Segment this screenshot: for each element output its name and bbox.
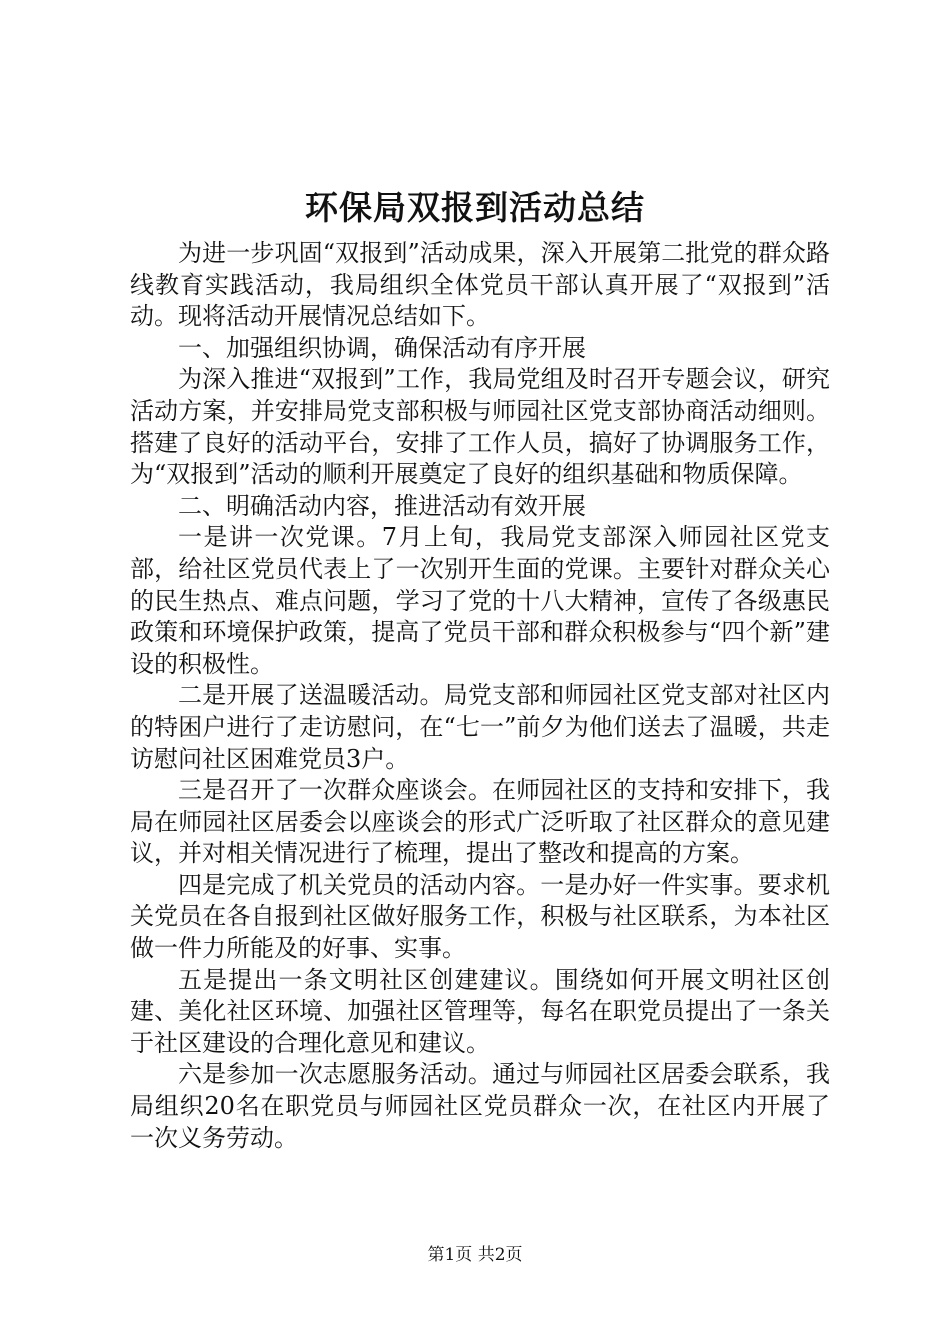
section-heading: 二、明确活动内容，推进活动有效开展 <box>178 491 586 520</box>
body-paragraph: 一是讲一次党课。7月上旬，我局党支部深入师园社区党支部，给社区党员代表上了一次别开生面的党课。主要针对群众关心的民生热点、难点问题，学习了党的十八大精神，宣传了各级惠民政策和环境保护政策，提高了党员干部和群众积极参与“四个新”建设的积极性。 <box>130 523 830 678</box>
body-paragraph: 五是提出一条文明社区创建建议。围绕如何开展文明社区创建、美化社区环境、加强社区管理等，每名在职党员提出了一条关于社区建设的合理化意见和建议。 <box>130 965 830 1057</box>
body-paragraph: 四是完成了机关党员的活动内容。一是办好一件实事。要求机关党员在各自报到社区做好服务工作，积极与社区联系，为本社区做一件力所能及的好事、实事。 <box>130 870 830 963</box>
body-paragraph: 为进一步巩固“双报到”活动成果，深入开展第二批党的群众路线教育实践活动，我局组织全体党员干部认真开展了“双报到”活动。现将活动开展情况总结如下。 <box>130 239 830 331</box>
document-body <box>130 238 830 1154</box>
document-title: 环保局双报到活动总结 <box>305 188 645 227</box>
body-paragraph: 六是参加一次志愿服务活动。通过与师园社区居委会联系，我局组织20名在职党员与师园社区党员群众一次，在社区内开展了一次义务劳动。 <box>130 1060 830 1152</box>
page-number-footer: 第1页 共2页 <box>427 1245 523 1265</box>
body-paragraph: 为深入推进“双报到”工作，我局党组及时召开专题会议，研究活动方案，并安排局党支部积极与师园社区党支部协商活动细则。搭建了良好的活动平台，安排了工作人员，搞好了协调服务工作，为“双报到”活动的顺利开展奠定了良好的组织基础和物质保障。 <box>130 365 830 489</box>
section-heading: 一、加强组织协调，确保活动有序开展 <box>178 333 586 362</box>
body-paragraph: 三是召开了一次群众座谈会。在师园社区的支持和安排下，我局在师园社区居委会以座谈会的形式广泛听取了社区群众的意见建议，并对相关情况进行了梳理，提出了整改和提高的方案。 <box>130 776 830 868</box>
body-paragraph: 二是开展了送温暖活动。局党支部和师园社区党支部对社区内的特困户进行了走访慰问，在“七一”前夕为他们送去了温暖，共走访慰问社区困难党员3户。 <box>130 681 830 773</box>
